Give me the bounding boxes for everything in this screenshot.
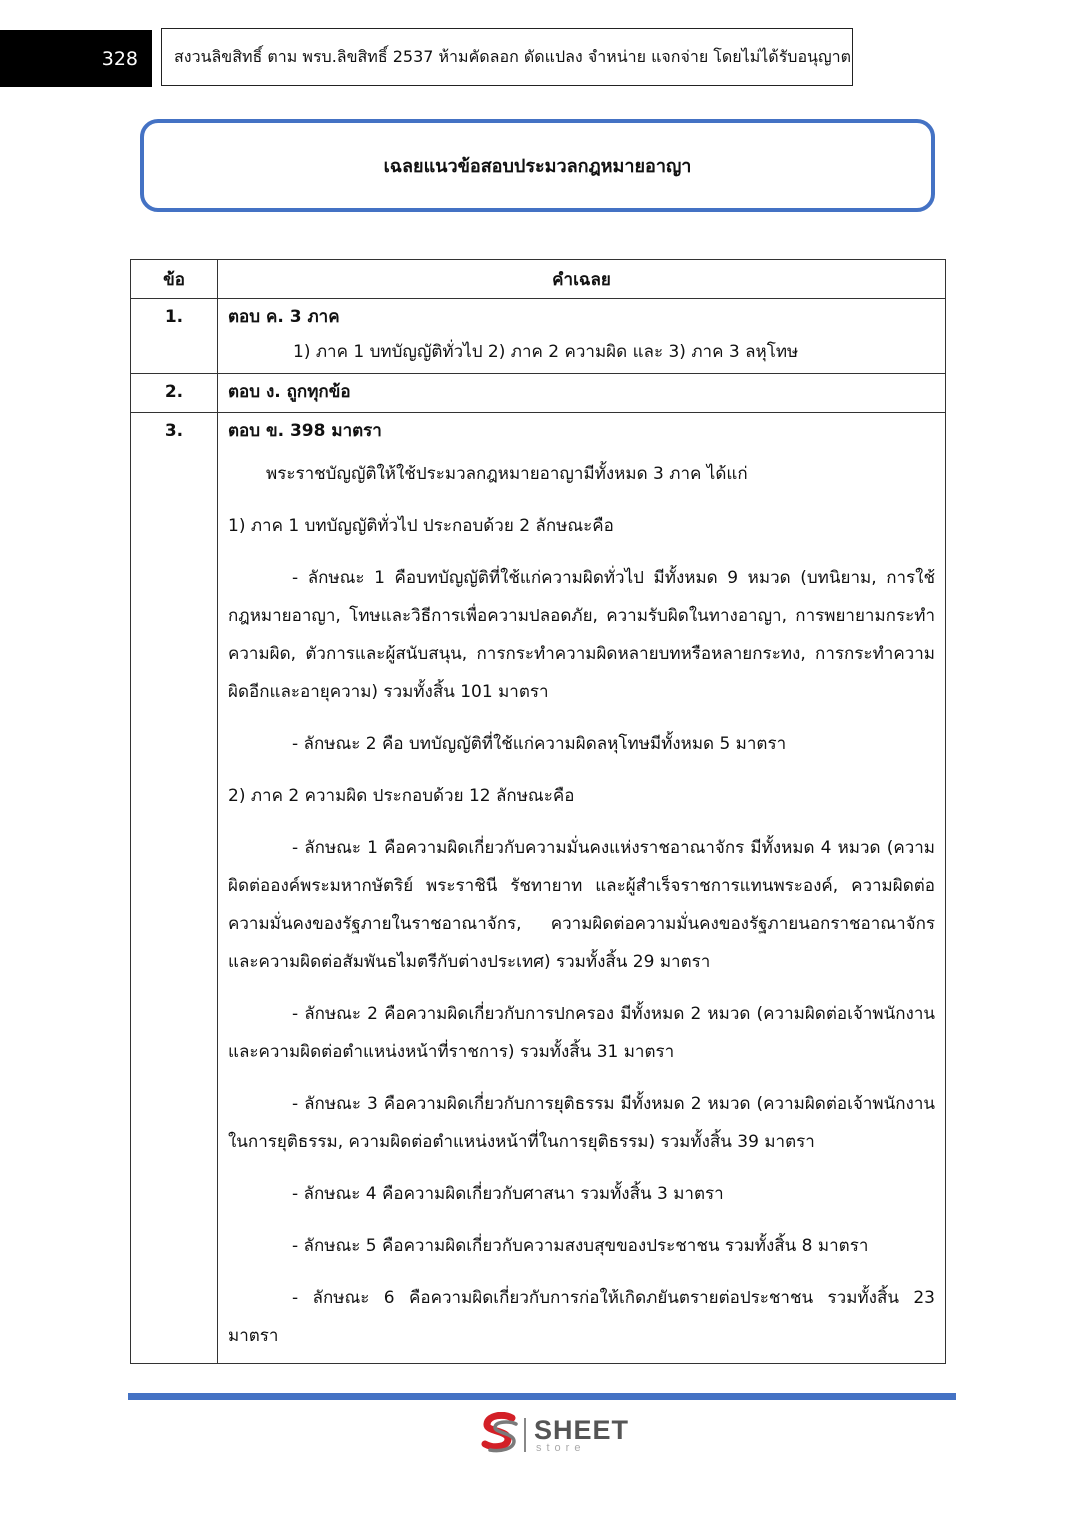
explanation-paragraph: - ลักษณะ 1 คือบทบัญญัติที่ใช้แก่ความผิดทั่วไป มีทั้งหมด 9 หมวด (บทนิยาม, การใช้กฎหมายอาญา, โทษและวิธีการเพื่อความปลอดภัย, ความรับผิดในทางอาญา, การพยายามกระทำความผิด, ตัวการและผู้สนับสนุน, การกระทำความผิดหลายบทหรือหลายกระทง, การกระทำความผิดอีกและอายุความ) รวมทั้งสิ้น 101 มาตรา bbox=[228, 568, 935, 702]
explanation-paragraph: - ลักษณะ 1 คือความผิดเกี่ยวกับความมั่นคงแห่งราชอาณาจักร มีทั้งหมด 4 หมวด (ความผิดต่อองค์พระมหากษัตริย์ พระราชินี รัชทายาท และผู้สำเร็จราชการแทนพระองค์, ความผิดต่อความมั่นคงของรัฐภายในราชอาณาจักร, ความผิดต่อความมั่นคงของรัฐภายนอกราชอาณาจักรและความผิดต่อสัมพันธไมตรีกับต่างประเทศ) รวมทั้งสิ้น 29 มาตรา bbox=[228, 838, 935, 972]
explanation-paragraph: 1) ภาค 1 บทบัญญัติทั่วไป ประกอบด้วย 2 ลักษณะคือ bbox=[228, 516, 614, 536]
answer-cell bbox=[218, 374, 946, 413]
answer-choice: ตอบ ค. 3 ภาค bbox=[228, 307, 340, 327]
explanation-paragraph: - ลักษณะ 5 คือความผิดเกี่ยวกับความสงบสุขของประชาชน รวมทั้งสิ้น 8 มาตรา bbox=[292, 1236, 869, 1256]
table-row bbox=[131, 413, 946, 1364]
answer-detail: 1) ภาค 1 บทบัญญัติทั่วไป 2) ภาค 2 ความผิด และ 3) ภาค 3 ลหุโทษ bbox=[293, 342, 799, 362]
sheet-store-logo bbox=[478, 1412, 629, 1458]
question-number: 3. bbox=[131, 413, 218, 1364]
logo-subtitle: store bbox=[536, 1442, 586, 1454]
page-title-box bbox=[140, 119, 935, 212]
answer-table bbox=[130, 259, 946, 1364]
logo-separator bbox=[524, 1418, 526, 1452]
explanation-paragraph: 2) ภาค 2 ความผิด ประกอบด้วย 12 ลักษณะคือ bbox=[228, 786, 575, 806]
question-number: 1. bbox=[131, 299, 218, 374]
answer-choice: ตอบ ข. 398 มาตรา bbox=[228, 421, 382, 441]
table-header-row bbox=[131, 260, 946, 299]
answer-cell bbox=[218, 299, 946, 374]
explanation-paragraph: - ลักษณะ 2 คือความผิดเกี่ยวกับการปกครอง มีทั้งหมด 2 หมวด (ความผิดต่อเจ้าพนักงานและความผิดต่อตำแหน่งหน้าที่ราชการ) รวมทั้งสิ้น 31 มาตรา bbox=[228, 1004, 935, 1062]
answer-choice: ตอบ ง. ถูกทุกข้อ bbox=[228, 382, 351, 402]
page-title: เฉลยแนวข้อสอบประมวลกฎหมายอาญา bbox=[383, 156, 692, 177]
explanation-paragraph: - ลักษณะ 2 คือ บทบัญญัติที่ใช้แก่ความผิดลหุโทษมีทั้งหมด 5 มาตรา bbox=[292, 734, 787, 754]
explanation-paragraph: พระราชบัญญัติให้ใช้ประมวลกฎหมายอาญามีทั้งหมด 3 ภาค ได้แก่ bbox=[266, 464, 748, 484]
s-logo-icon bbox=[478, 1412, 522, 1458]
column-header-no: ข้อ bbox=[131, 260, 218, 299]
question-number: 2. bbox=[131, 374, 218, 413]
table-row bbox=[131, 299, 946, 374]
logo-word: SHEET bbox=[534, 1415, 630, 1445]
explanation-paragraph: - ลักษณะ 6 คือความผิดเกี่ยวกับการก่อให้เกิดภยันตรายต่อประชาชน รวมทั้งสิ้น 23 มาตรา bbox=[228, 1288, 935, 1346]
explanation-paragraph: - ลักษณะ 4 คือความผิดเกี่ยวกับศาสนา รวมทั้งสิ้น 3 มาตรา bbox=[292, 1184, 724, 1204]
footer-divider bbox=[128, 1393, 956, 1400]
page-number: 328 bbox=[0, 30, 152, 87]
table-row bbox=[131, 374, 946, 413]
explanation-paragraph: - ลักษณะ 3 คือความผิดเกี่ยวกับการยุติธรรม มีทั้งหมด 2 หมวด (ความผิดต่อเจ้าพนักงานในการยุติธรรม, ความผิดต่อตำแหน่งหน้าที่ในการยุติธรรม) รวมทั้งสิ้น 39 มาตรา bbox=[228, 1094, 935, 1152]
column-header-answer: คำเฉลย bbox=[218, 260, 946, 299]
copyright-notice: สงวนลิขสิทธิ์ ตาม พรบ.ลิขสิทธิ์ 2537 ห้ามคัดลอก ดัดแปลง จำหน่าย แจกจ่าย โดยไม่ได้รับอนุญาต bbox=[161, 28, 853, 86]
answer-cell bbox=[218, 413, 946, 1364]
